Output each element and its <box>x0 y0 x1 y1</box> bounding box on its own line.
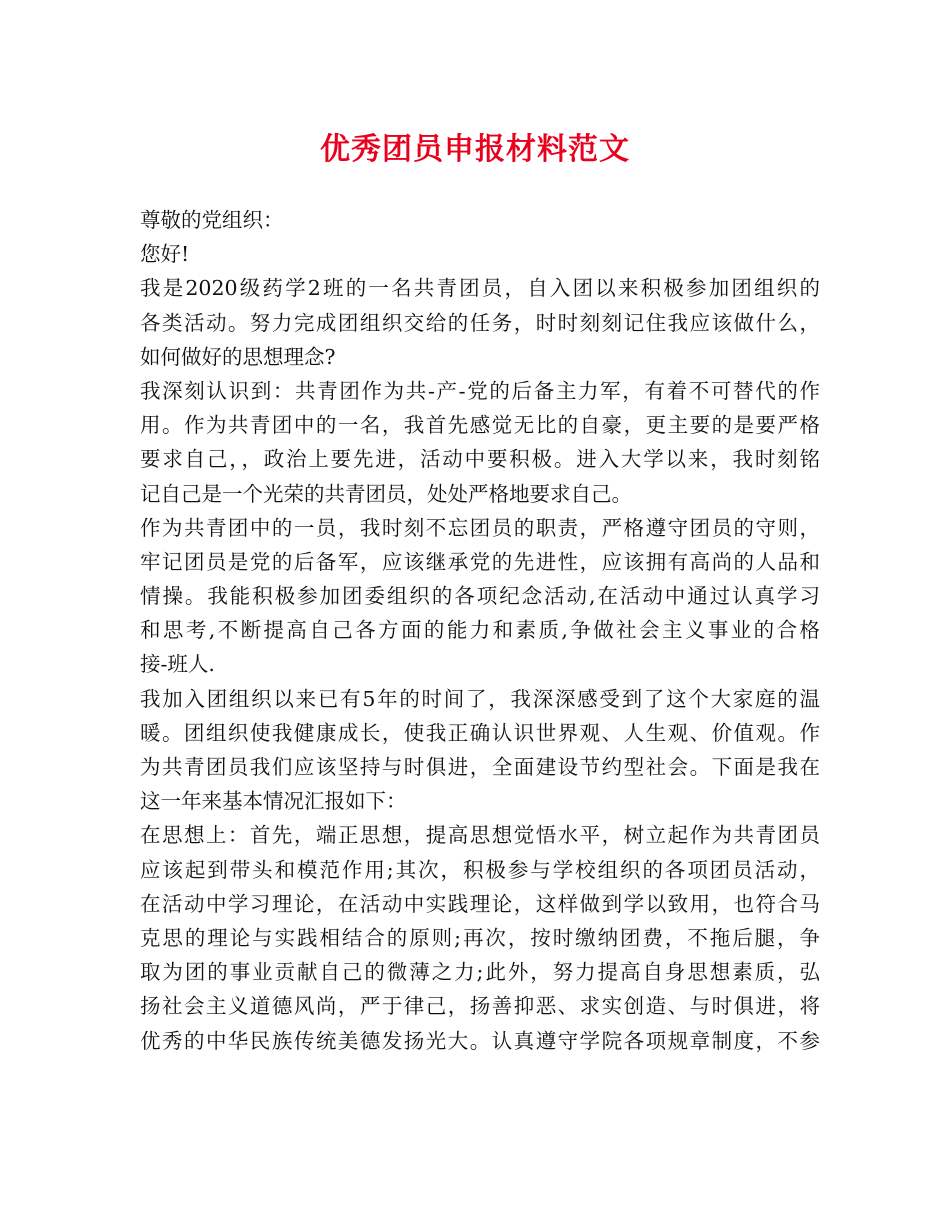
text-line: 在思想上：首先，端正思想，提高思想觉悟水平，树立起作为共青团员 <box>140 823 820 848</box>
text-line: 情操。我能积极参加团委组织的各项纪念活动,在活动中通过认真学习 <box>140 584 820 609</box>
text-line: 暖。团组织使我健康成长，使我正确认识世界观、人生观、价值观。作 <box>140 720 820 745</box>
text-line: 我是2020级药学2班的一名共青团员，自入团以来积极参加团组织的 <box>140 276 820 301</box>
text-line: 用。作为共青团中的一名，我首先感觉无比的自豪，更主要的是要严格 <box>140 413 820 438</box>
text-line: 和思考,不断提高自己各方面的能力和素质,争做社会主义事业的合格 <box>140 618 820 643</box>
salutation-line: 尊敬的党组织： <box>140 208 284 232</box>
document-title: 优秀团员申报材料范文 <box>320 132 630 167</box>
text-line: 取为团的事业贡献自己的微薄之力;此外，努力提高自身思想素质，弘 <box>140 960 820 985</box>
text-line: 作为共青团中的一员，我时刻不忘团员的职责，严格遵守团员的守则， <box>140 515 820 540</box>
greeting-line: 您好! <box>140 242 190 267</box>
text-line: 这一年来基本情况汇报如下： <box>140 789 407 814</box>
text-line: 记自己是一个光荣的共青团员，处处严格地要求自己。 <box>140 481 632 506</box>
text-line: 要求自己，，政治上要先进，活动中要积极。进入大学以来，我时刻铭 <box>140 447 820 472</box>
text-line: 应该起到带头和模范作用;其次，积极参与学校组织的各项团员活动， <box>140 857 820 882</box>
text-line: 各类活动。努力完成团组织交给的任务，时时刻刻记住我应该做什么， <box>140 310 820 335</box>
text-line: 如何做好的思想理念? <box>140 344 336 369</box>
text-line: 牢记团员是党的后备军，应该继承党的先进性，应该拥有高尚的人品和 <box>140 549 820 574</box>
text-line: 我深刻认识到：共青团作为共-产-党的后备主力军，有着不可替代的作 <box>140 378 820 403</box>
text-line: 优秀的中华民族传统美德发扬光大。认真遵守学院各项规章制度，不参 <box>140 1028 820 1053</box>
text-line: 为共青团员我们应该坚持与时俱进，全面建设节约型社会。下面是我在 <box>140 755 820 779</box>
text-line: 我加入团组织以来已有5年的时间了，我深深感受到了这个大家庭的温 <box>140 686 820 711</box>
text-line: 在活动中学习理论，在活动中实践理论，这样做到学以致用，也符合马 <box>140 891 820 916</box>
text-line: 扬社会主义道德风尚，严于律己，扬善抑恶、求实创造、与时俱进，将 <box>140 994 820 1019</box>
document-body <box>140 203 820 1058</box>
text-line: 接-班人. <box>140 652 215 677</box>
text-line: 克思的理论与实践相结合的原则;再次，按时缴纳团费，不拖后腿，争 <box>140 925 820 950</box>
